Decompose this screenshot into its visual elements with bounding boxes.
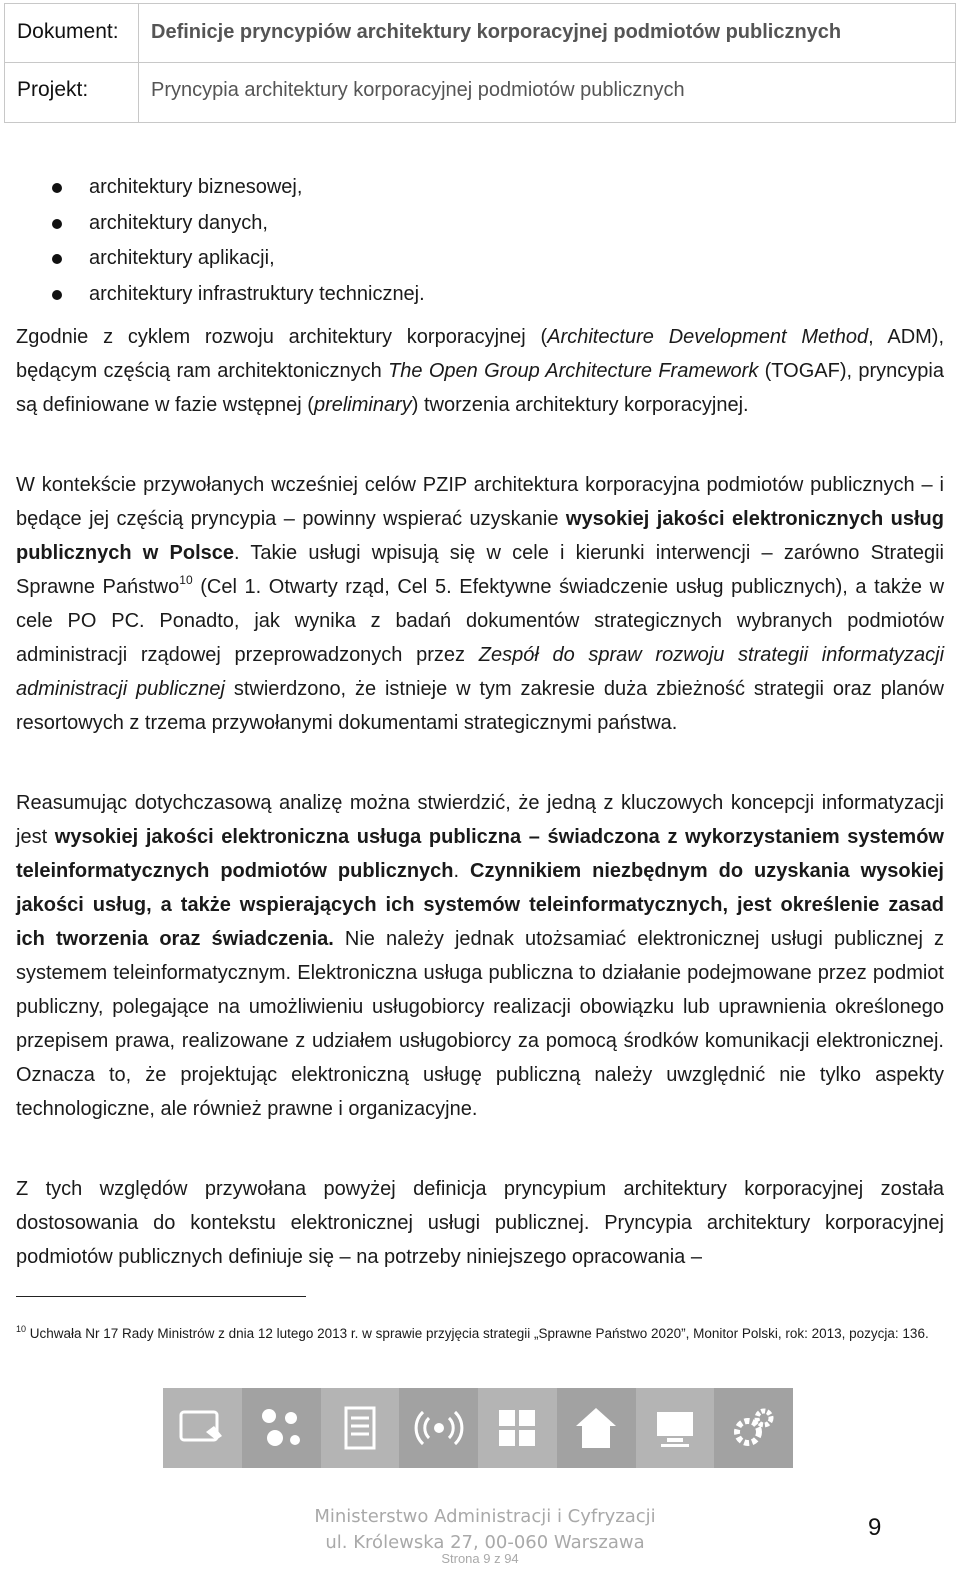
tablet-touch-icon — [163, 1388, 242, 1468]
document-label: Dokument: — [5, 4, 139, 62]
text-run: , ADM), będącym częścią ram architektonicznych — [16, 326, 945, 382]
page-number: 9 — [868, 1514, 882, 1541]
house-icon — [557, 1388, 636, 1468]
bullet-icon — [52, 254, 62, 264]
list-item — [52, 277, 425, 313]
text-run-italic: The Open Group Architecture Framework — [388, 360, 759, 382]
footnote — [16, 1322, 934, 1345]
text-run-italic: preliminary — [313, 394, 412, 416]
document-title: Definicje pryncypiów architektury korporacyjnej podmiotów publicznych — [151, 21, 842, 43]
footer-icon-banner — [163, 1388, 793, 1468]
text-run: stwierdzono, że istnieje w tym zakresie duża zbieżność strategii oraz planów resortowych z trzema przywołanymi dokumentami strategicznymi państwa. — [16, 678, 944, 734]
header-row-document — [5, 4, 955, 63]
project-label: Projekt: — [5, 62, 139, 122]
list-item-text: architektury aplikacji, — [89, 247, 275, 269]
page-of-total: Strona 9 z 94 — [441, 1551, 519, 1566]
list-item-text: architektury infrastruktury technicznej. — [89, 282, 425, 305]
paragraph-definition: Z tych względów przywołana powyżej definicja pryncypium architektury korporacyjnej została dostosowania do kontekstu elektronicznej usługi publicznej. Pryncypia architektury korporacyjnej podmiotów publicznych definiuje się – na potrzeby niniejszego opracowania – — [16, 1178, 944, 1268]
bullet-icon — [52, 183, 62, 193]
footnote-number: 10 — [16, 1324, 27, 1334]
text-run: W kontekście przywołanych wcześniej celów PZIP architektura korporacyjna podmiotów publicznych – i będące jej częścią pryncypia – powinny wspierać uzyskanie — [16, 474, 944, 530]
list-item-text: architektury biznesowej, — [89, 176, 303, 198]
text-run: Reasumując dotychczasową analizę można stwierdzić, że jedną z kluczowych koncepcji informatyzacji jest — [16, 792, 944, 848]
text-run-bold: Czynnikiem niezbędnym do uzyskania wysokiej jakości usług, a także wspierających ich systemów teleinformatycznych, jest określenie zasad ich tworzenia oraz świadczenia. — [16, 860, 944, 950]
grid-blocks-icon — [478, 1388, 557, 1468]
text-run: (Cel 1. Otwarty rząd, Cel 5. Efektywne świadczenie usług publicznych), a także w cele PO PC. Ponadto, jak wynika z badań dokumentów strategicznych wybranych podmiotów administracji rządowej przeprowadzonych przez — [16, 576, 945, 666]
text-run-bold: wysokiej jakości elektronicznych usług publicznych w Polsce — [16, 508, 944, 564]
architecture-bullet-list — [52, 170, 425, 312]
paragraph-pzip-context — [16, 468, 944, 740]
document-icon — [321, 1388, 400, 1468]
header-row-project — [5, 62, 955, 122]
text-run: . — [453, 860, 471, 882]
list-item — [52, 241, 425, 277]
text-run: . Takie usługi wpisują się w cele i kierunki interwencji – zarówno Strategii Sprawne Państwo — [16, 542, 945, 598]
gears-icon — [714, 1388, 793, 1468]
footnote-text: Uchwała Nr 17 Rady Ministrów z dnia 12 lutego 2013 r. w sprawie przyjęcia strategii „Sprawne Państwo 2020”, Monitor Polski, rok: 2013, pozycja: 136. — [26, 1326, 929, 1341]
text-run: Zgodnie z cyklem rozwoju architektury korporacyjnej ( — [16, 326, 548, 348]
computer-icon — [636, 1388, 715, 1468]
text-run-italic: Zespół do spraw rozwoju strategii informatyzacji administracji publicznej — [16, 644, 945, 700]
wireless-signal-icon — [399, 1388, 478, 1468]
ministry-address — [300, 1504, 670, 1556]
project-title: Pryncypia architektury korporacyjnej podmiotów publicznych — [151, 79, 685, 101]
document-header-table — [4, 3, 956, 123]
network-nodes-icon — [242, 1388, 321, 1468]
footnote-reference[interactable]: 10 — [179, 573, 193, 587]
paragraph-adm — [16, 320, 944, 422]
text-run: ) tworzenia architektury korporacyjnej. — [411, 394, 749, 416]
list-item — [52, 170, 425, 206]
paragraph-summary — [16, 786, 944, 1126]
footnote-separator — [16, 1296, 306, 1297]
text-run: Nie należy jednak utożsamiać elektronicznej usługi publicznej z systemem teleinformatycznym. Elektroniczna usługa publiczna to działanie podejmowane przez podmiot publiczny, polegające na umożliwieniu usługobiorcy realizacji obowiązku lub uprawnienia określonego przepisem prawa, realizowane z udziałem usługobiorcy za pomocą środków komunikacji elektronicznej. Oznacza to, że projektując elektroniczną usługę publiczną należy uwzględnić nie tylko aspekty technologiczne, ale również prawne i organizacyjne. — [16, 928, 944, 1120]
bullet-icon — [52, 290, 62, 300]
text-run-bold: wysokiej jakości elektroniczna usługa publiczna – świadczona z wykorzystaniem systemów teleinformatycznych podmiotów publicznych — [16, 826, 944, 882]
list-item — [52, 206, 425, 242]
text-run: (TOGAF), pryncypia są definiowane w fazie wstępnej ( — [16, 360, 944, 416]
bullet-icon — [52, 219, 62, 229]
text-run-italic: Architecture Development Method — [547, 326, 869, 348]
ministry-street: ul. Królewska 27, 00-060 Warszawa — [325, 1532, 645, 1553]
list-item-text: architektury danych, — [89, 211, 268, 234]
ministry-name: Ministerstwo Administracji i Cyfryzacji — [314, 1506, 656, 1527]
